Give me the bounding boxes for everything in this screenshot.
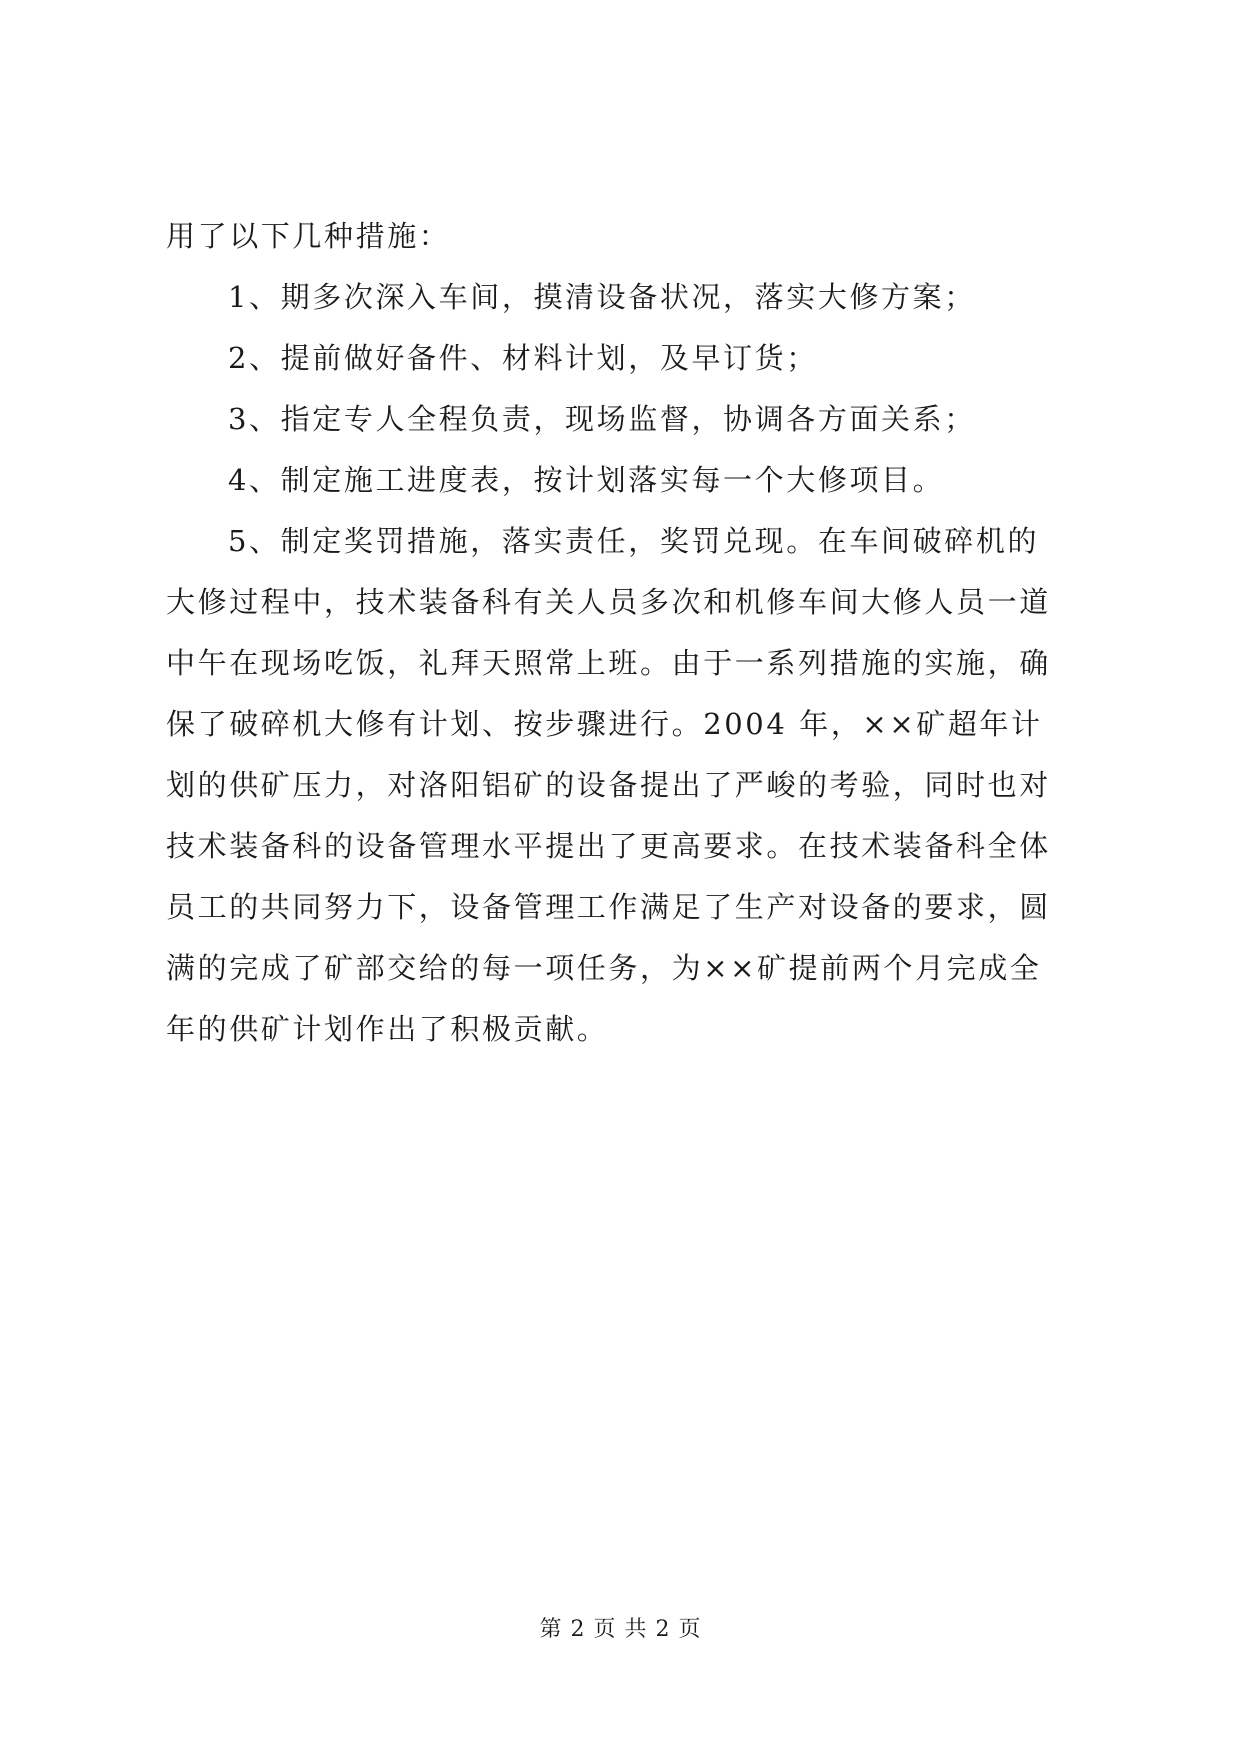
- list-item-5: 5、制定奖罚措施，落实责任，奖罚兑现。在车间破碎机的: [228, 524, 1040, 558]
- document-body: [166, 206, 1076, 1060]
- paragraph-line: 保了破碎机大修有计划、按步骤进行。2004 年，××矿超年计: [166, 707, 1043, 741]
- paragraph-line: 用了以下几种措施：: [166, 219, 451, 253]
- list-item-1: 1、期多次深入车间，摸清设备状况，落实大修方案；: [228, 280, 976, 314]
- list-item-4: 4、制定施工进度表，按计划落实每一个大修项目。: [228, 463, 945, 497]
- list-item-2: 2、提前做好备件、材料计划，及早订货；: [228, 341, 818, 375]
- paragraph-line: 划的供矿压力，对洛阳铝矿的设备提出了严峻的考验，同时也对: [166, 768, 1051, 802]
- paragraph-line: 满的完成了矿部交给的每一项任务，为××矿提前两个月完成全: [166, 951, 1042, 985]
- paragraph-line: 大修过程中，技术装备科有关人员多次和机修车间大修人员一道: [166, 585, 1051, 619]
- paragraph-line: 技术装备科的设备管理水平提出了更高要求。在技术装备科全体: [166, 829, 1051, 863]
- paragraph-line: 年的供矿计划作出了积极贡献。: [166, 1012, 609, 1046]
- paragraph-line: 员工的共同努力下，设备管理工作满足了生产对设备的要求，圆: [166, 890, 1051, 924]
- paragraph-line: 中午在现场吃饭，礼拜天照常上班。由于一系列措施的实施，确: [166, 646, 1051, 680]
- list-item-3: 3、指定专人全程负责，现场监督，协调各方面关系；: [228, 402, 976, 436]
- page-number-footer: 第 2 页 共 2 页: [539, 1617, 702, 1642]
